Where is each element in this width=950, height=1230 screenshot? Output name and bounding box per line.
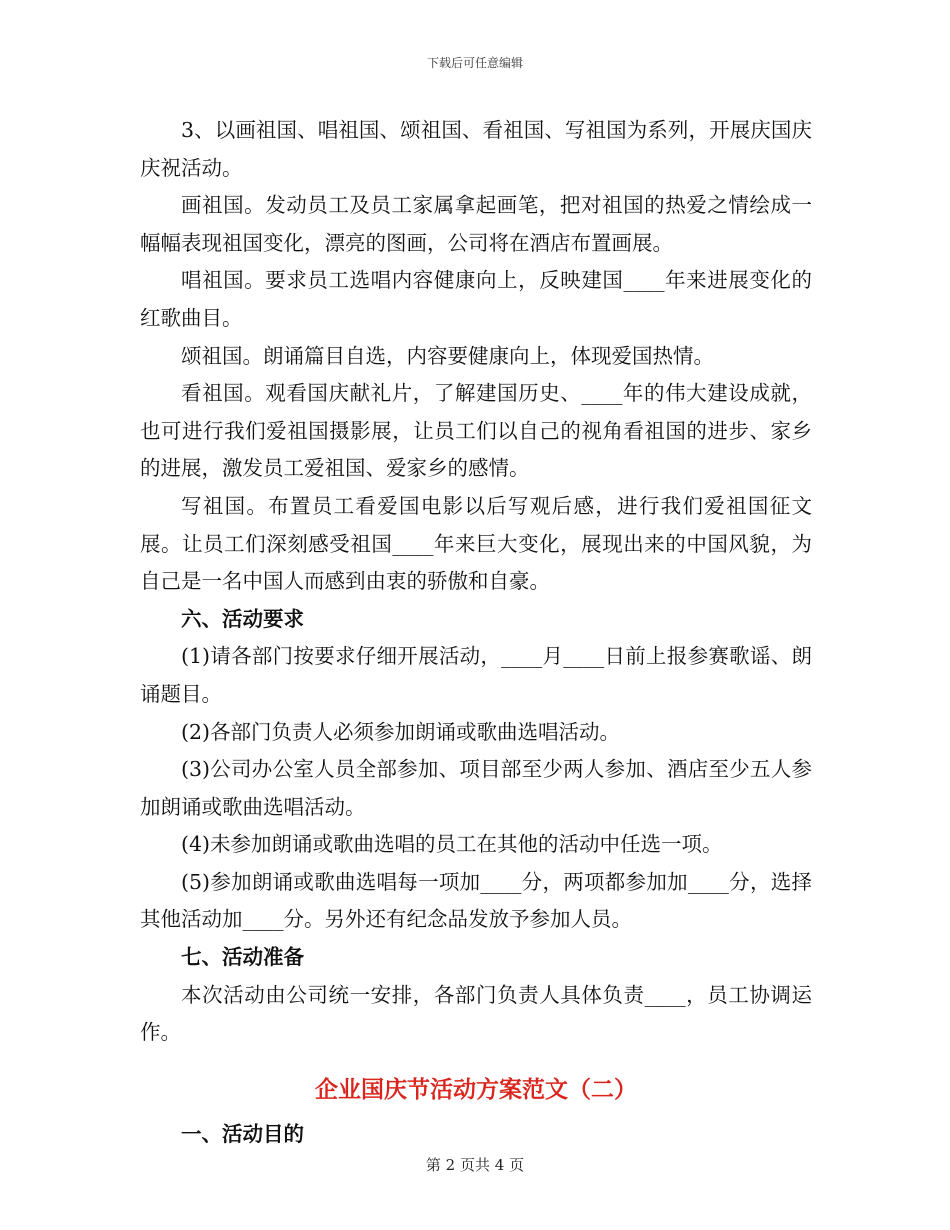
paragraph-write-motherland: 写祖国。布置员工看爱国电影以后写观后感，进行我们爱祖国征文展。让员工们深刻感受祖国____年来巨大变化，展现出来的中国风貌，为自己是一名中国人而感到由衷的骄傲和自豪。 — [140, 493, 812, 594]
requirement-item-1: (1)请各部门按要求仔细开展活动，____月____日前上报参赛歌谣、朗诵题目。 — [140, 644, 812, 706]
requirement-item-2: (2)各部门负责人必须参加朗诵或歌曲选唱活动。 — [181, 719, 621, 744]
requirement-item-5: (5)参加朗诵或歌曲选唱每一项加____分，两项都参加加____分，选择其他活动加____分。另外还有纪念品发放予参加人员。 — [140, 869, 812, 932]
heading-activity-requirements: 六、活动要求 — [181, 606, 304, 631]
page-footer: 第 2 页共 4 页 — [425, 1156, 525, 1174]
paragraph-draw-motherland: 画祖国。发动员工及员工家属拿起画笔，把对祖国的热爱之情绘成一幅幅表现祖国变化，漂亮的图画，公司将在酒店布置画展。 — [140, 193, 812, 255]
paragraph-sing-motherland: 唱祖国。要求员工选唱内容健康向上，反映建国____年来进展变化的红歌曲目。 — [140, 268, 812, 330]
heading-activity-preparation: 七、活动准备 — [181, 945, 304, 970]
paragraph-activity-series: 3、以画祖国、唱祖国、颂祖国、看祖国、写祖国为系列，开展庆国庆庆祝活动。 — [140, 118, 812, 180]
paragraph-watch-motherland: 看祖国。观看国庆献礼片，了解建国历史、____年的伟大建设成就，也可进行我们爱祖国摄影展，让员工们以自己的视角看祖国的进步、家乡的进展，激发员工爱祖国、爱家乡的感情。 — [140, 381, 812, 481]
requirement-item-3: (3)公司办公室人员全部参加、项目部至少两人参加、酒店至少五人参加朗诵或歌曲选唱活动。 — [140, 757, 812, 819]
paragraph-preparation: 本次活动由公司统一安排，各部门负责人具体负责____，员工协调运作。 — [140, 982, 812, 1045]
requirement-item-4: (4)未参加朗诵或歌曲选唱的员工在其他的活动中任选一项。 — [181, 832, 723, 857]
heading-activity-purpose: 一、活动目的 — [181, 1121, 304, 1146]
paragraph-praise-motherland: 颂祖国。朗诵篇目自选，内容要健康向上，体现爱国热情。 — [181, 343, 714, 368]
page-header: 下载后可任意编辑 — [426, 56, 523, 70]
section-title: 企业国庆节活动方案范文（二） — [315, 1075, 637, 1103]
document-body — [140, 112, 812, 1153]
